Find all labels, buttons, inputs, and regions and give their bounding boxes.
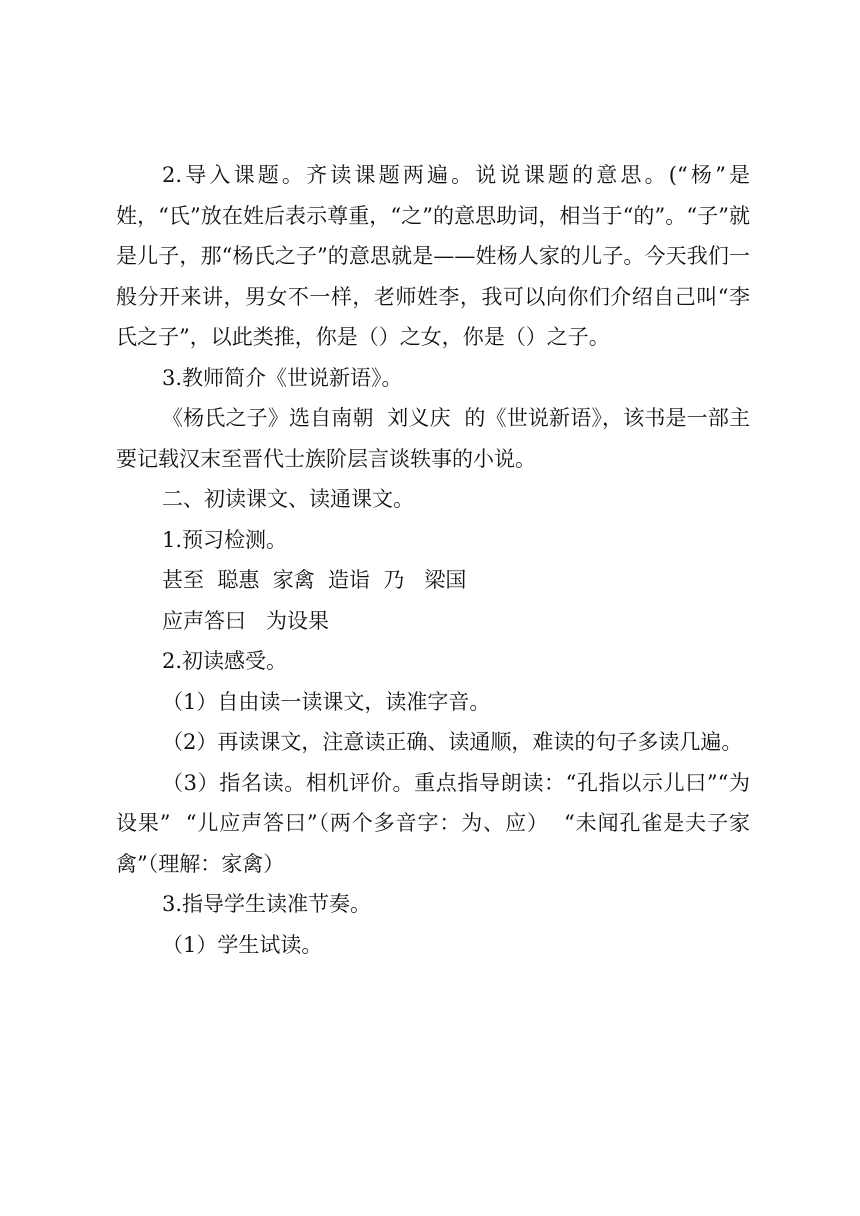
list-item-trial-reading: （1）学生试读。 (162, 932, 323, 957)
vocabulary-line-1: 甚至 聪惠 家禽 造诣 乃 梁国 (162, 568, 467, 592)
document-body (116, 155, 750, 965)
paragraph-book-intro: 《杨氏之子》选自南朝 刘义庆 的《世说新语》，该书是一部主要记载汉末至晋代士族阶层言谈轶事的小说。 (116, 406, 750, 471)
paragraph-teacher-intro-heading: 3.教师简介《世说新语》。 (162, 365, 403, 390)
section-heading-first-reading: 二、初读课文、读通课文。 (162, 487, 414, 511)
list-item-named-reading: （3）指名读。相机评价。重点指导朗读：“孔指以示儿曰”“为设果” “儿应声答曰”（两个多音字：为、应） “未闻孔雀是夫子家禽”（理解：家禽） (116, 770, 750, 876)
list-item-free-reading: （1）自由读一读课文，读准字音。 (162, 689, 491, 714)
paragraph-rhythm-guidance: 3.指导学生读准节奏。 (162, 892, 372, 916)
list-item-reread: （2）再读课文，注意读正确、读通顺，难读的句子多读几遍。 (162, 730, 743, 754)
vocabulary-line-2: 应声答曰 为设果 (162, 608, 330, 633)
paragraph-lesson-intro: 2.导入课题。齐读课题两遍。说说课题的意思。(“杨”是姓，“氏”放在姓后表示尊重，“之”的意思助词，相当于“的”。“子”就是儿子，那“杨氏之子”的意思就是——姓杨人家的儿子。今天我们一般分开来讲，男女不一样，老师姓李，我可以向你们介绍自己叫“李氏之子”，以此类推，你是（）之女，你是（）之子。 (116, 163, 750, 349)
paragraph-preview-check: 1.预习检测。 (162, 527, 288, 552)
paragraph-first-impression: 2.初读感受。 (162, 649, 288, 673)
